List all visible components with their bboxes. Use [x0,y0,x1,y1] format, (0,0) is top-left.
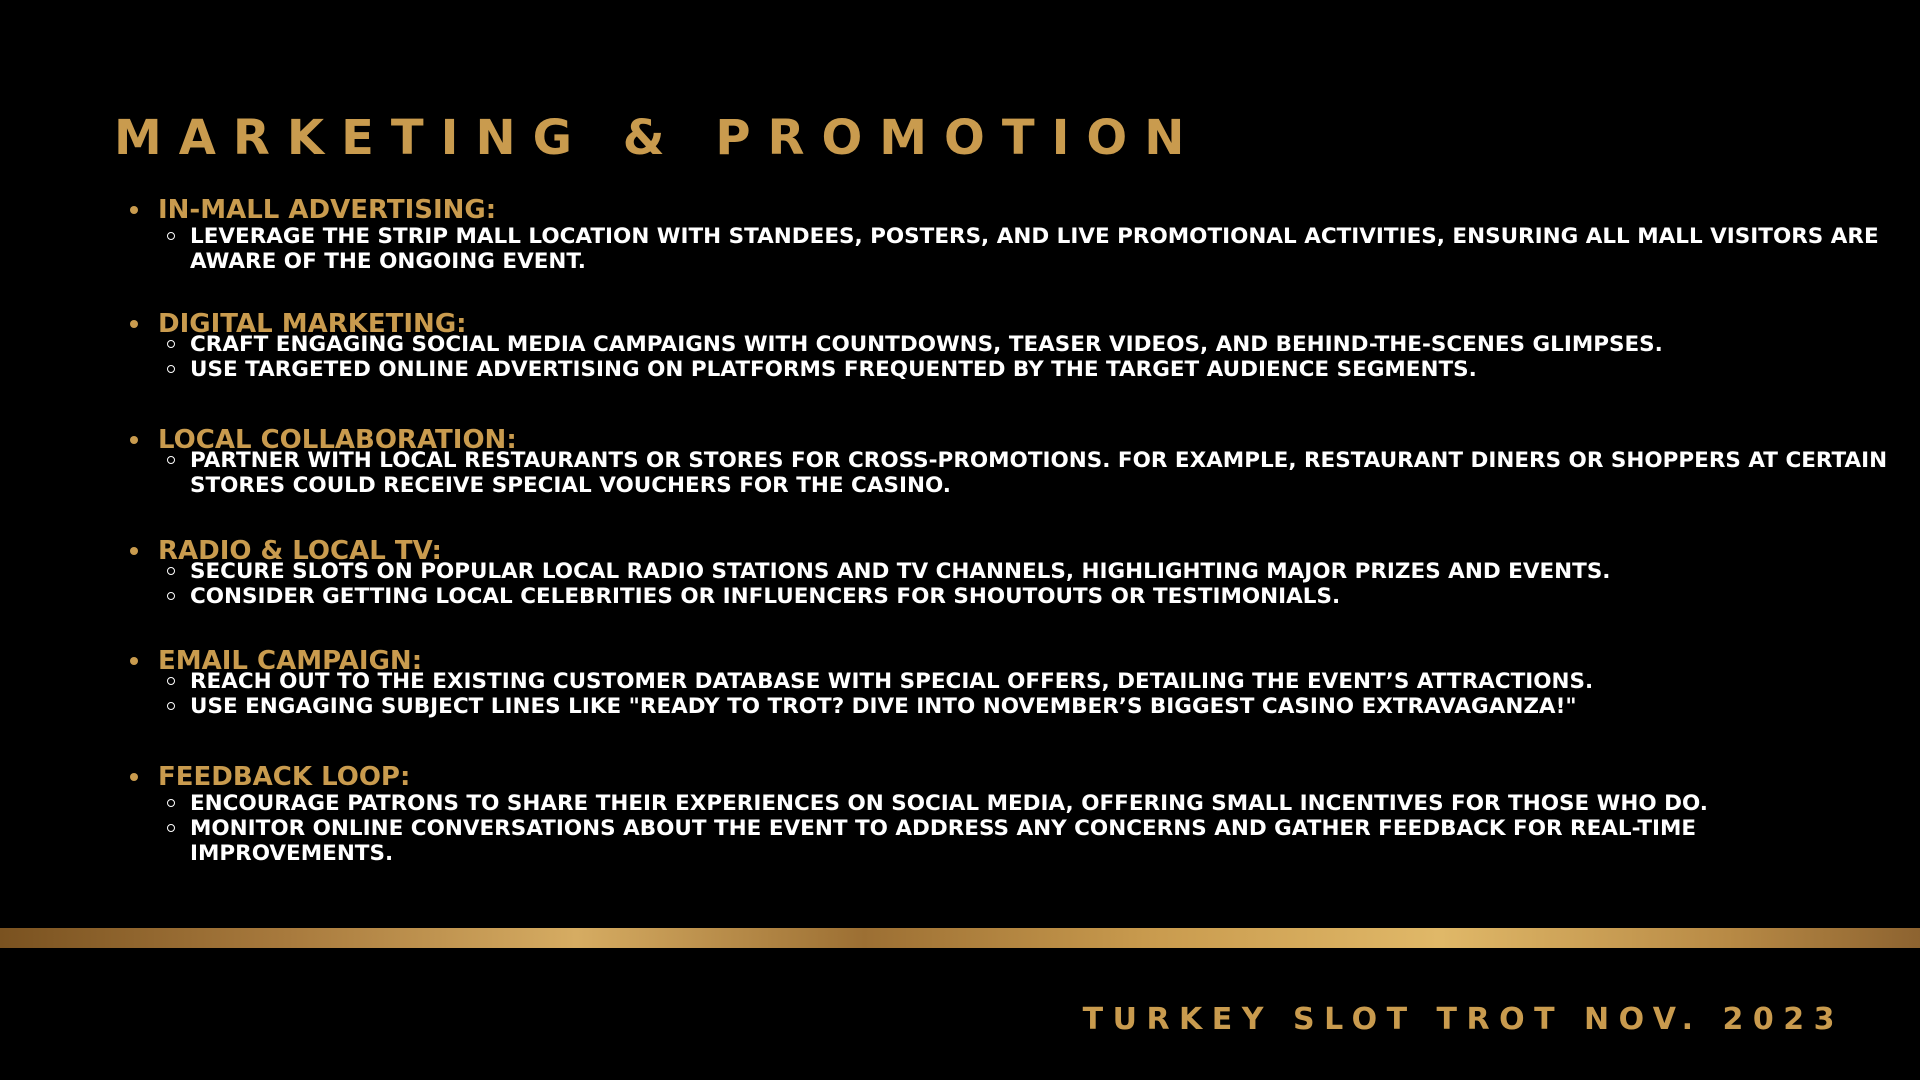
list-item-text: CRAFT ENGAGING SOCIAL MEDIA CAMPAIGNS WITH COUNTDOWNS, TEASER VIDEOS, AND BEHIND-THE-SCENES GLIMPSES. [190,332,1663,357]
section-radio-local-tv [130,537,1830,609]
sub-list [130,669,1830,719]
list-item [130,559,1892,584]
list-item [130,669,1892,694]
sub-bullet-icon [167,592,175,600]
list-item [130,584,1892,609]
bullet-icon [130,547,138,555]
sub-list [130,448,1888,498]
sub-list [130,224,1879,274]
bullet-icon [130,206,138,214]
section-in-mall-advertising [130,195,1879,274]
sub-bullet-icon [167,702,175,710]
sub-bullet-icon [167,365,175,373]
bullet-icon [130,320,138,328]
section-heading: EMAIL CAMPAIGN: [158,646,423,676]
section-heading: DIGITAL MARKETING: [158,309,467,339]
section-heading: LOCAL COLLABORATION: [158,425,517,455]
list-item-text: REACH OUT TO THE EXISTING CUSTOMER DATABASE WITH SPECIAL OFFERS, DETAILING THE EVENT’S ATTRACTIONS. [190,669,1594,694]
list-item [130,332,1892,357]
sub-list [130,332,1830,382]
sub-bullet-icon [167,232,175,240]
list-item-text: LEVERAGE THE STRIP MALL LOCATION WITH STANDEES, POSTERS, AND LIVE PROMOTIONAL ACTIVITIES, ENSURING ALL MALL VISITORS ARE AWARE OF THE ONGOING EVENT. [190,224,1879,274]
sub-list [130,559,1830,609]
sub-bullet-icon [167,799,175,807]
section-feedback-loop [130,763,1830,866]
sub-list [130,791,1830,866]
slide-title: MARKETING & PROMOTION [114,110,1202,166]
list-item [130,694,1892,719]
sub-bullet-icon [167,456,175,464]
sub-bullet-icon [167,567,175,575]
list-item [130,448,1892,498]
bullet-icon [130,773,138,781]
section-heading: RADIO & LOCAL TV: [158,536,442,566]
list-item-text: PARTNER WITH LOCAL RESTAURANTS OR STORES FOR CROSS-PROMOTIONS. FOR EXAMPLE, RESTAURANT DINERS OR SHOPPERS AT CERTAIN STORES COULD RECEIVE SPECIAL VOUCHERS FOR THE CASINO. [190,448,1888,498]
list-item [130,816,1892,866]
section-digital-marketing [130,310,1830,382]
section-heading: FEEDBACK LOOP: [158,762,411,792]
bullet-icon [130,436,138,444]
footer-event-title: TURKEY SLOT TROT NOV. 2023 [1082,1002,1844,1037]
sub-bullet-icon [167,677,175,685]
bullet-icon [130,657,138,665]
section-email-campaign [130,647,1830,719]
sub-bullet-icon [167,824,175,832]
gold-divider-bar [0,928,1920,948]
list-item-text: MONITOR ONLINE CONVERSATIONS ABOUT THE EVENT TO ADDRESS ANY CONCERNS AND GATHER FEEDBACK FOR REAL-TIME IMPROVEMENTS. [190,816,1697,866]
list-item-text: CONSIDER GETTING LOCAL CELEBRITIES OR INFLUENCERS FOR SHOUTOUTS OR TESTIMONIALS. [190,584,1341,609]
sub-bullet-icon [167,340,175,348]
section-local-collaboration [130,425,1888,498]
list-item-text: SECURE SLOTS ON POPULAR LOCAL RADIO STATIONS AND TV CHANNELS, HIGHLIGHTING MAJOR PRIZES AND EVENTS. [190,559,1611,584]
list-item-text: USE TARGETED ONLINE ADVERTISING ON PLATFORMS FREQUENTED BY THE TARGET AUDIENCE SEGMENTS. [190,357,1477,382]
list-item [130,357,1892,382]
list-item-text: USE ENGAGING SUBJECT LINES LIKE "READY TO TROT? DIVE INTO NOVEMBER’S BIGGEST CASINO EXTRAVAGANZA!" [190,694,1577,719]
section-heading: IN-MALL ADVERTISING: [158,195,497,225]
list-item [130,791,1892,816]
list-item-text: ENCOURAGE PATRONS TO SHARE THEIR EXPERIENCES ON SOCIAL MEDIA, OFFERING SMALL INCENTIVES FOR THOSE WHO DO. [190,791,1708,816]
list-item [130,224,1892,274]
